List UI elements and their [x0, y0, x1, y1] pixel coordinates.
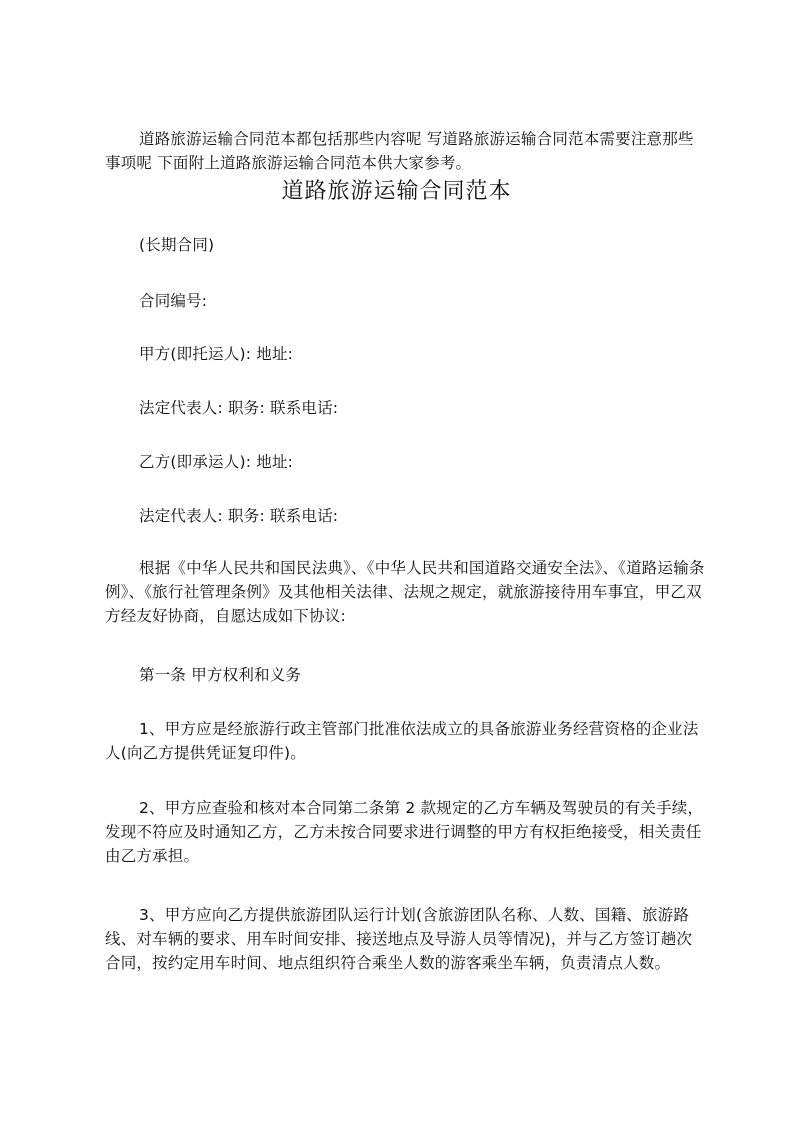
- intro-paragraph: 道路旅游运输合同范本都包括那些内容呢 写道路旅游运输合同范本需要注意那些事项呢 下面附上道路旅游运输合同范本供大家参考。: [105, 130, 694, 172]
- article-1-heading: 第一条 甲方权利和义务: [139, 666, 302, 684]
- article-1-clause-1: 1、甲方应是经旅游行政主管部门批准依法成立的具备旅游业务经营资格的企业法人(向乙方提供凭证复印件)。: [105, 720, 699, 762]
- article-1-clause-3: 3、甲方应向乙方提供旅游团队运行计划(含旅游团队名称、人数、国籍、旅游路线、对车辆的要求、用车时间安排、接送地点及导游人员等情况)，并与乙方签订趟次合同，按约定用车时间、地点组织符合乘坐人数的游客乘坐车辆，负责清点人数。: [105, 906, 693, 972]
- contract-type: (长期合同): [139, 236, 215, 254]
- party-b-field: 乙方(即承运人): 地址:: [139, 453, 294, 471]
- document-title: 道路旅游运输合同范本: [281, 179, 512, 204]
- party-a-representative-field: 法定代表人: 职务: 联系电话:: [139, 399, 339, 417]
- party-a-field: 甲方(即托运人): 地址:: [139, 345, 294, 363]
- preamble-paragraph: 根据《中华人民共和国民法典》、《中华人民共和国道路交通安全法》、《道路运输条例》、《旅行社管理条例》及其他相关法律、法规之规定，就旅游接待用车事宜，甲乙双方经友好协商，自愿达成如下协议:: [105, 559, 705, 625]
- article-1-clause-2: 2、甲方应查验和核对本合同第二条第 2 款规定的乙方车辆及驾驶员的有关手续，发现不符应及时通知乙方，乙方未按合同要求进行调整的甲方有权拒绝接受，相关责任由乙方承担。: [105, 799, 704, 865]
- party-b-representative-field: 法定代表人: 职务: 联系电话:: [139, 507, 339, 525]
- contract-number-field: 合同编号:: [139, 292, 208, 310]
